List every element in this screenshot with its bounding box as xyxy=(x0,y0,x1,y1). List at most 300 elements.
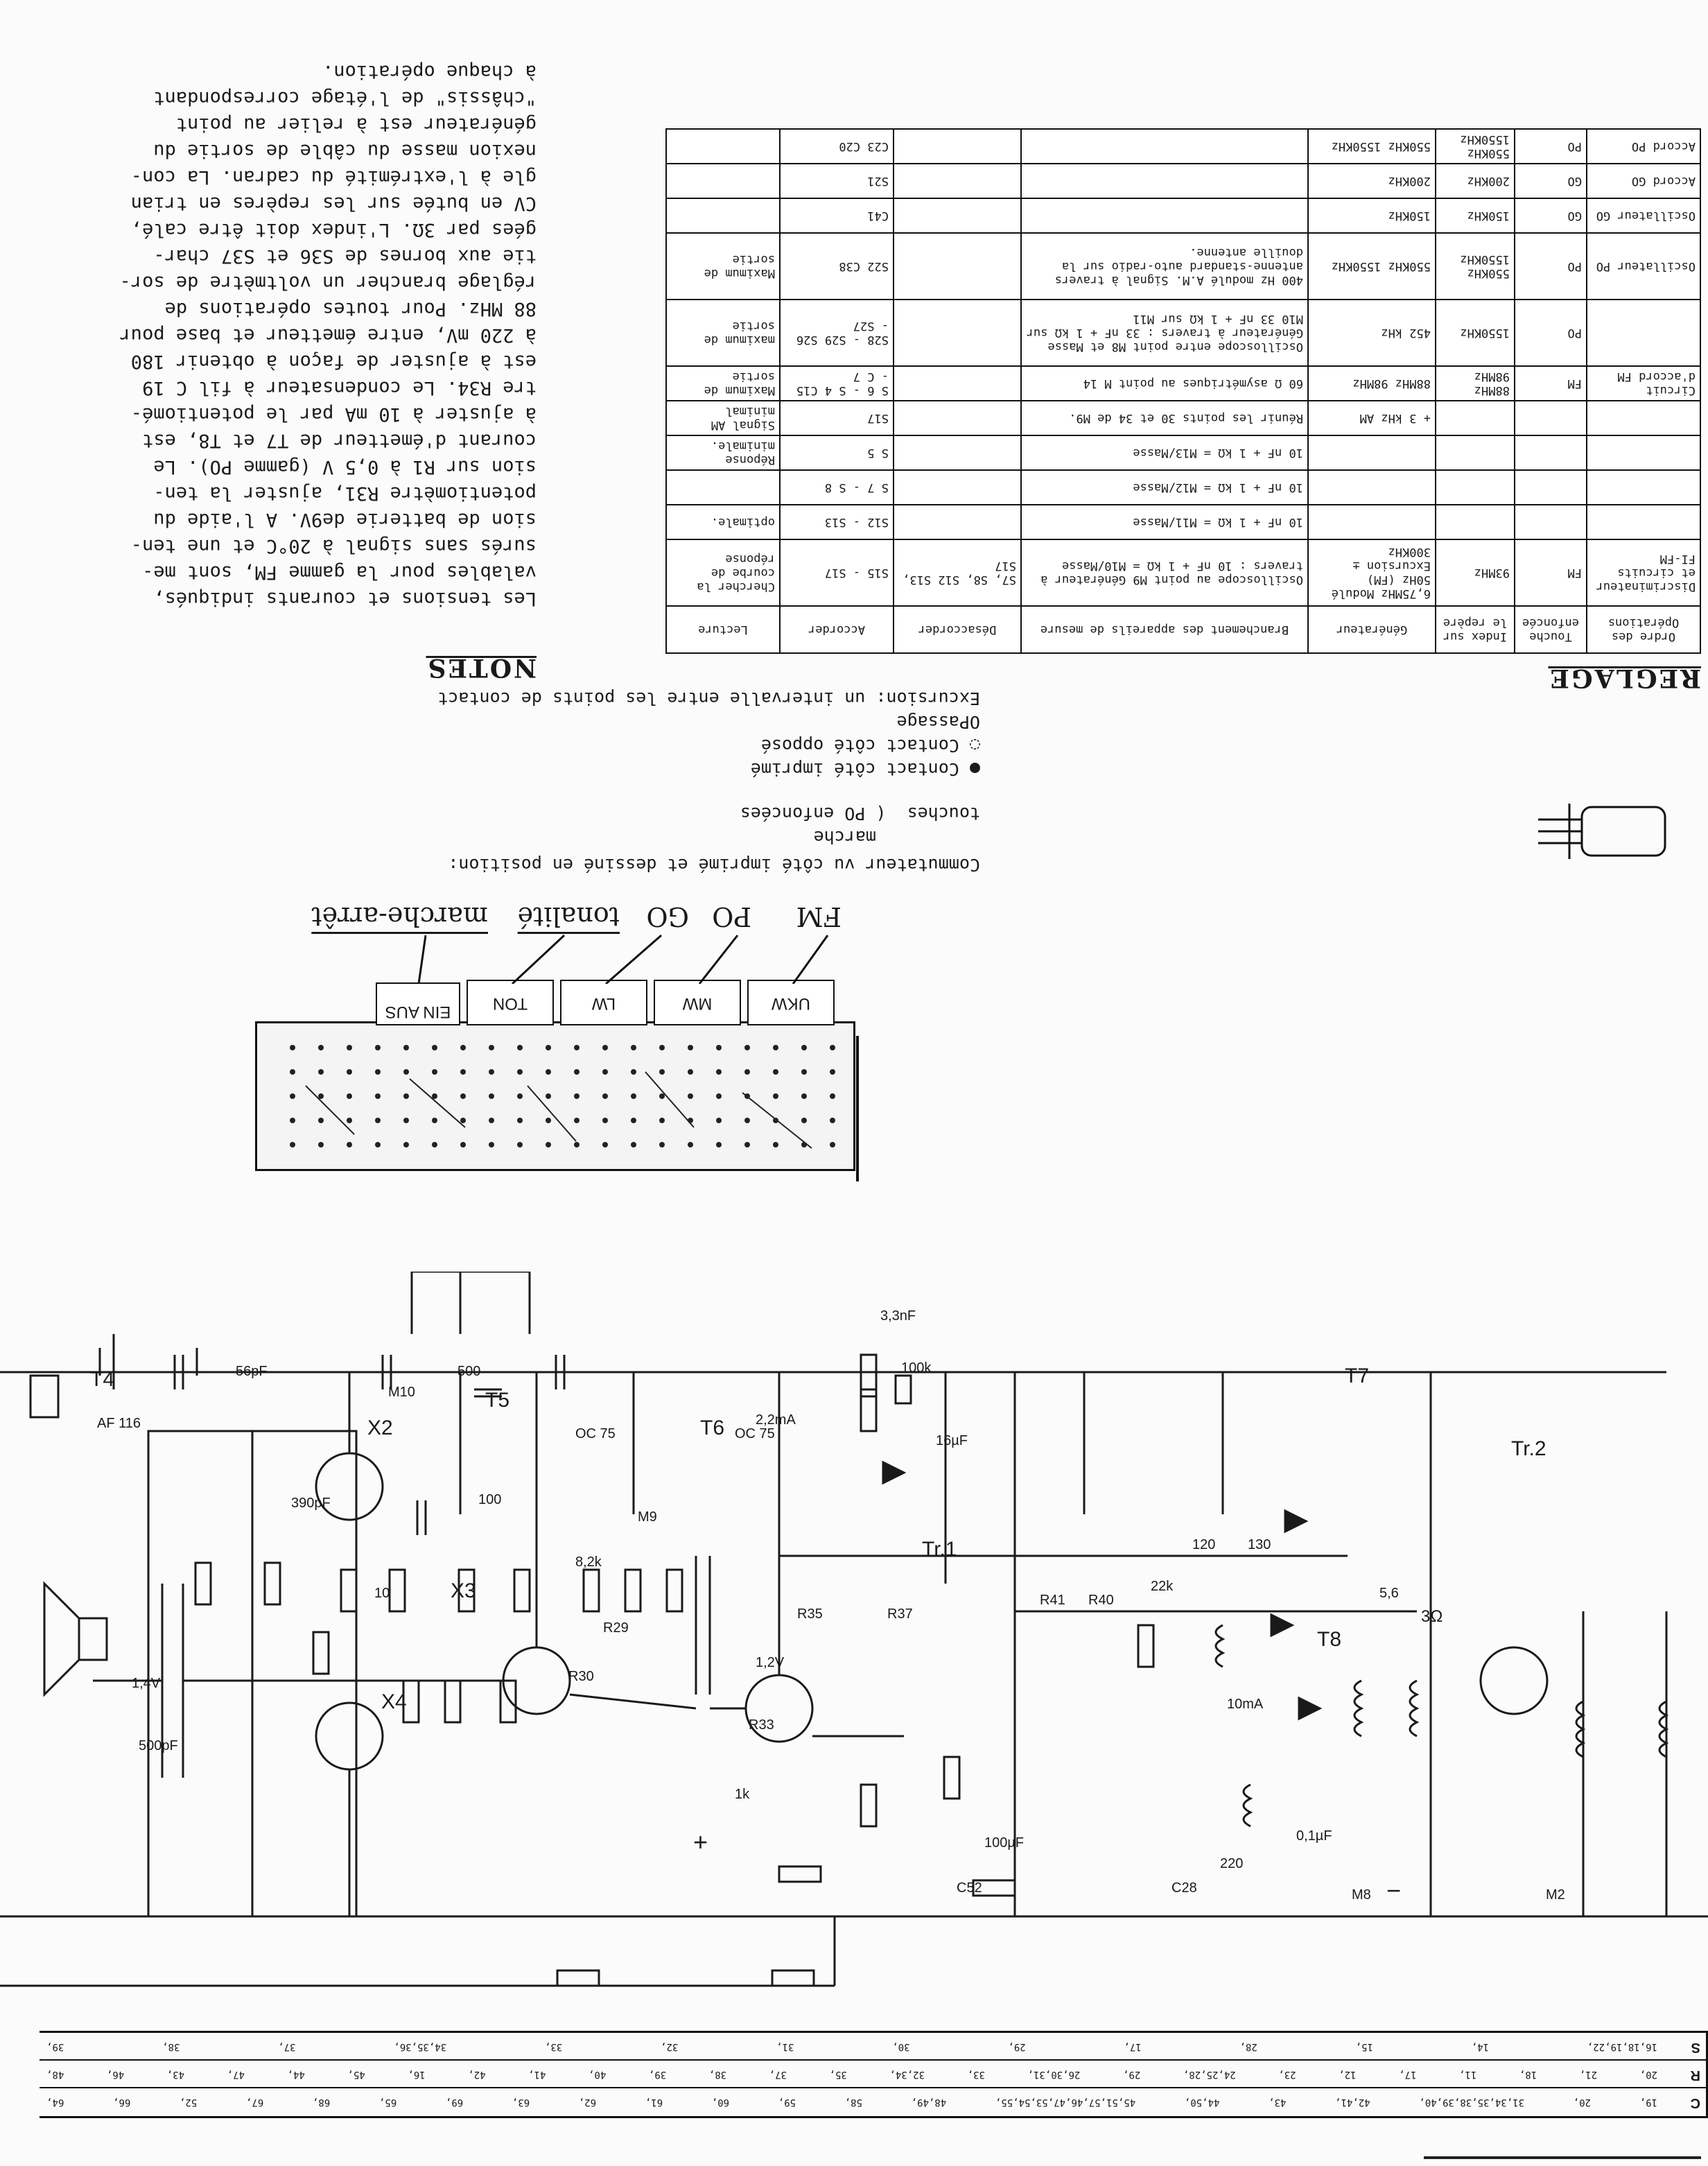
legend-marche: marche xyxy=(813,827,876,847)
plus-sign: + xyxy=(693,1828,708,1856)
ruler-value: 43, xyxy=(1269,2097,1287,2108)
table-cell-desacc xyxy=(894,366,1021,401)
ruler-value: 66, xyxy=(113,2097,131,2108)
contact-dot xyxy=(403,1069,409,1075)
ruler-value: 64, xyxy=(46,2097,64,2108)
label-fm: FM xyxy=(796,901,842,932)
table-cell-index: 150KHz xyxy=(1436,198,1515,233)
component-label: OC 75 xyxy=(735,1426,775,1441)
table-cell-touche: PO xyxy=(1515,233,1587,300)
table-cell-lecture xyxy=(666,129,780,164)
table-cell-branch: 10 nF + 1 kΩ = M13/Masse xyxy=(1021,435,1308,470)
value-label: 3Ω xyxy=(1421,1607,1443,1626)
legend-contact-oppose: Contact côté opposé xyxy=(760,736,959,756)
value-label: 120 xyxy=(1192,1537,1216,1552)
contact-dot xyxy=(574,1093,580,1099)
table-cell-op xyxy=(1587,435,1700,470)
value-label: 1,2V xyxy=(756,1655,785,1670)
contact-dot xyxy=(460,1093,466,1099)
table-cell-touche: PO xyxy=(1515,300,1587,366)
contact-dot xyxy=(290,1069,295,1075)
contact-dot xyxy=(574,1118,580,1123)
switch-button-mw[interactable] xyxy=(654,980,741,1025)
contact-dot xyxy=(517,1093,523,1099)
ruler-value: 34,35,36, xyxy=(394,2041,447,2052)
notes-body xyxy=(120,58,537,612)
legend-contact-imprime: Contact côté imprimé xyxy=(750,759,959,779)
contact-dot xyxy=(347,1093,352,1099)
table-header-row xyxy=(666,606,1700,653)
table-cell-lecture xyxy=(666,470,780,505)
table-cell-lecture xyxy=(666,198,780,233)
reglage-title: REGLAGE xyxy=(1548,664,1701,693)
label-marche-arret: marche-arrêt xyxy=(311,901,488,932)
value-label: 130 xyxy=(1248,1537,1271,1552)
contact-dot xyxy=(659,1142,665,1147)
table-cell-desacc xyxy=(894,129,1021,164)
col-header: Lecture xyxy=(666,606,780,653)
ruler-value: 47, xyxy=(227,2069,245,2080)
contact-dot xyxy=(631,1069,636,1075)
table-row xyxy=(666,198,1700,233)
transistor-label: T8 xyxy=(1317,1628,1342,1651)
value-label: 16µF xyxy=(936,1433,968,1448)
notes-line: à chaque opération. xyxy=(322,61,537,83)
terminal-label: M2 xyxy=(1546,1887,1565,1903)
contact-dot xyxy=(631,1045,636,1050)
contact-dot xyxy=(688,1093,693,1099)
open-circle-icon: O xyxy=(969,712,980,732)
component-label: C28 xyxy=(1171,1880,1197,1896)
ruler-value: 42, xyxy=(468,2069,486,2080)
filled-dot-icon: ● xyxy=(969,759,980,779)
value-label: 220 xyxy=(1220,1856,1244,1871)
col-header: Branchement des appareils de mesure xyxy=(1021,606,1308,653)
notes-line: 88 MHz. Pour toutes opérations de xyxy=(164,298,537,320)
contact-dot xyxy=(375,1093,381,1099)
transistor-label: X3 xyxy=(451,1579,476,1602)
notes-line: "châssis" de l'étage correspondant xyxy=(153,87,537,109)
table-cell-desacc xyxy=(894,300,1021,366)
table-cell-branch xyxy=(1021,198,1308,233)
contact-dot xyxy=(432,1045,437,1050)
switch-leader-lines xyxy=(356,928,842,984)
value-label: 1k xyxy=(735,1787,750,1802)
contact-dot xyxy=(659,1118,665,1123)
ruler-value: 31,34,35,38,39,40, xyxy=(1419,2097,1525,2108)
table-cell-acc: S 7 - S 8 xyxy=(780,470,894,505)
table-cell-touche: PO xyxy=(1515,129,1587,164)
value-label: 100 xyxy=(478,1492,502,1507)
table-cell-branch: Réunir les points 30 et 34 de M9. xyxy=(1021,401,1308,435)
contact-dot xyxy=(574,1045,580,1050)
ruler-value: 40, xyxy=(589,2069,607,2080)
ruler-value: 32,34, xyxy=(889,2069,925,2080)
reglage-table xyxy=(665,128,1701,654)
contact-dot xyxy=(602,1069,608,1075)
ruler-value: 28, xyxy=(1239,2041,1257,2052)
table-cell-lecture xyxy=(666,164,780,198)
contact-dot xyxy=(460,1118,466,1123)
contact-dot xyxy=(403,1093,409,1099)
contact-dot xyxy=(716,1093,722,1099)
table-cell-index xyxy=(1436,401,1515,435)
notes-line: tre R34. Le condensateur à fil C 19 xyxy=(142,377,537,399)
ruler-value: 45,51,57,46,47,53,54,55, xyxy=(995,2097,1136,2108)
button-label: EIN AUS xyxy=(385,1003,451,1021)
label-go: GO xyxy=(646,901,689,932)
col-header: Générateur xyxy=(1308,606,1436,653)
ruler-value: 48,49, xyxy=(911,2097,947,2108)
ruler-row-c xyxy=(40,2087,1706,2116)
contact-dot xyxy=(659,1093,665,1099)
contact-dot xyxy=(460,1142,466,1147)
contact-dot xyxy=(290,1118,295,1123)
ruler-value: 60, xyxy=(711,2097,730,2108)
ruler-value: 16,18,19,22, xyxy=(1587,2041,1657,2052)
value-label: 5,6 xyxy=(1379,1586,1399,1601)
ruler-value: 65, xyxy=(378,2097,397,2108)
contact-dot xyxy=(517,1045,523,1050)
label-po: PO xyxy=(712,901,751,932)
table-row xyxy=(666,300,1700,366)
switch-button-ukw[interactable] xyxy=(747,980,835,1025)
contact-dot xyxy=(744,1118,750,1123)
transistor-label: T4 xyxy=(90,1368,115,1391)
contact-dot xyxy=(432,1069,437,1075)
table-cell-branch: 10 nF + 1 kΩ = M12/Masse xyxy=(1021,470,1308,505)
contact-dot xyxy=(460,1045,466,1050)
transistor-label: T6 xyxy=(700,1416,725,1439)
ruler-value: 33, xyxy=(545,2041,563,2052)
table-cell-op xyxy=(1587,505,1700,539)
table-cell-lecture: Réponse minimale. xyxy=(666,435,780,470)
ruler-value: 39, xyxy=(648,2069,667,2080)
contact-dot xyxy=(489,1069,494,1075)
dotted-circle-icon: ◌ xyxy=(969,736,980,756)
table-cell-acc: S 5 xyxy=(780,435,894,470)
button-label: TON xyxy=(492,994,528,1013)
contact-dot xyxy=(773,1045,778,1050)
ruler-value: 33, xyxy=(967,2069,985,2080)
table-cell-gen: 200KHz xyxy=(1308,164,1436,198)
ruler-value: 39, xyxy=(46,2041,64,2052)
notes-line: sion de batterie de9V. A l'aide du xyxy=(153,509,537,530)
contact-dot xyxy=(347,1142,352,1147)
ruler-value: 29, xyxy=(1123,2069,1141,2080)
notes-block xyxy=(120,58,537,682)
ruler-value: 38, xyxy=(162,2041,180,2052)
contact-dot xyxy=(318,1118,324,1123)
ruler-value: 16, xyxy=(408,2069,426,2080)
notes-line: courant d'émetteur de T7 et T8, est xyxy=(142,430,537,451)
contact-dot xyxy=(318,1142,324,1147)
notes-line: réglage brancher un voltmètre de sor- xyxy=(119,272,537,293)
legend-touches: touches xyxy=(907,804,980,824)
table-cell-touche: FM xyxy=(1515,539,1587,606)
ruler-row-values xyxy=(46,2069,1657,2080)
contact-dot xyxy=(403,1142,409,1147)
table-cell-desacc xyxy=(894,505,1021,539)
table-row xyxy=(666,470,1700,505)
table-cell-op xyxy=(1587,300,1700,366)
switch-button-ein-aus[interactable] xyxy=(376,982,460,1025)
contact-dot xyxy=(432,1142,437,1147)
contact-dot xyxy=(631,1142,636,1147)
switch-button-lw[interactable] xyxy=(560,980,647,1025)
table-cell-desacc xyxy=(894,198,1021,233)
contact-dot xyxy=(546,1118,551,1123)
col-header: Index sur le repère xyxy=(1436,606,1515,653)
notes-line: gées par 3Ω. L'index doit être calé, xyxy=(130,219,537,241)
transistor-label: X4 xyxy=(381,1690,407,1713)
contact-dot xyxy=(773,1142,778,1147)
contact-dot xyxy=(801,1093,807,1099)
value-label: 100µF xyxy=(984,1835,1025,1851)
table-cell-acc: S12 - S13 xyxy=(780,505,894,539)
terminal-label: M9 xyxy=(638,1509,657,1525)
component-label: R35 xyxy=(797,1606,823,1622)
contact-dot xyxy=(489,1093,494,1099)
notes-line: est à ajuster de façon à obtenir 180 xyxy=(130,351,537,372)
table-cell-lecture: optimale. xyxy=(666,505,780,539)
ruler-value: 45, xyxy=(347,2069,365,2080)
component-label: R29 xyxy=(603,1620,629,1636)
table-cell-index xyxy=(1436,505,1515,539)
notes-line: gle à l'extrémité du cadran. La con- xyxy=(130,166,537,188)
table-cell-acc: C23 C20 xyxy=(780,129,894,164)
ruler-value: 69, xyxy=(445,2097,464,2108)
table-cell-touche xyxy=(1515,505,1587,539)
component-label: C52 xyxy=(957,1880,982,1896)
ruler-value: 15, xyxy=(1355,2041,1373,2052)
contact-dot xyxy=(347,1118,352,1123)
ruler-value: 26,30,31, xyxy=(1027,2069,1081,2080)
table-cell-acc: S28 - S29 S26 - S27 xyxy=(780,300,894,366)
button-label: MW xyxy=(682,994,713,1013)
ruler-value: 17, xyxy=(1124,2041,1142,2052)
table-cell-touche xyxy=(1515,401,1587,435)
table-cell-touche xyxy=(1515,470,1587,505)
notes-title: NOTES xyxy=(426,653,537,682)
legend-passage: Passage xyxy=(896,712,970,732)
table-cell-index xyxy=(1436,435,1515,470)
value-label: 8,2k xyxy=(575,1554,602,1570)
contact-dot xyxy=(290,1142,295,1147)
table-cell-gen: 452 kHz xyxy=(1308,300,1436,366)
table-cell-branch: Oscilloscope entre point M8 et Masse Générateur à travers : 33 nF + 1 kΩ sur M10 33 nF + 1 kΩ sur M11 xyxy=(1021,300,1308,366)
ruler-value: 31, xyxy=(776,2041,794,2052)
ruler-row-values xyxy=(46,2097,1657,2108)
table-cell-gen: 150KHz xyxy=(1308,198,1436,233)
contact-dot xyxy=(460,1069,466,1075)
table-cell-gen xyxy=(1308,505,1436,539)
table-cell-gen: 550KHz 1550KHz xyxy=(1308,233,1436,300)
component-label: R40 xyxy=(1088,1593,1114,1608)
value-label: 500pF xyxy=(139,1738,178,1753)
transformer-label: Tr.1 xyxy=(922,1538,957,1561)
contact-dot xyxy=(688,1142,693,1147)
table-cell-op: Circuit d'accord FM xyxy=(1587,366,1700,401)
minus-sign: − xyxy=(1386,1876,1402,1905)
table-cell-index: 93MHz xyxy=(1436,539,1515,606)
table-cell-index xyxy=(1436,470,1515,505)
ruler-value: 37, xyxy=(769,2069,787,2080)
component-label: AF 116 xyxy=(97,1416,141,1431)
ruler-value: 63, xyxy=(512,2097,530,2108)
contact-dot xyxy=(744,1069,750,1075)
table-cell-desacc xyxy=(894,470,1021,505)
contact-dot xyxy=(574,1142,580,1147)
ruler-value: 20, xyxy=(1639,2069,1657,2080)
component-index-ruler xyxy=(40,2031,1708,2118)
table-row xyxy=(666,164,1700,198)
contact-dot xyxy=(773,1093,778,1099)
component-label: R33 xyxy=(749,1717,774,1733)
contact-dot xyxy=(318,1069,324,1075)
contact-dot xyxy=(489,1118,494,1123)
component-label: OC 75 xyxy=(575,1426,616,1441)
table-cell-acc: C41 xyxy=(780,198,894,233)
table-row xyxy=(666,505,1700,539)
contact-dot xyxy=(375,1142,381,1147)
contact-dot xyxy=(631,1118,636,1123)
ruler-value: 43, xyxy=(166,2069,185,2080)
table-cell-branch: Oscilloscope au point M9 Générateur à travers : 10 nF + 1 kΩ = M10/Masse xyxy=(1021,539,1308,606)
contact-dot xyxy=(659,1045,665,1050)
value-label: 0,1µF xyxy=(1296,1828,1332,1844)
ruler-value: 46, xyxy=(106,2069,125,2080)
table-cell-acc: S15 - S17 xyxy=(780,539,894,606)
contact-dot xyxy=(403,1118,409,1123)
table-cell-op: Discriminateur et circuits FI-FM xyxy=(1587,539,1700,606)
ruler-value: 21, xyxy=(1579,2069,1598,2080)
contact-dot xyxy=(318,1045,324,1050)
button-label: UKW xyxy=(772,994,810,1013)
contact-dot xyxy=(546,1045,551,1050)
contact-dot xyxy=(432,1118,437,1123)
contact-dot xyxy=(546,1093,551,1099)
value-label: 1,4V xyxy=(132,1676,161,1691)
legend-po: PO enfoncées xyxy=(740,804,866,824)
contact-dot xyxy=(688,1045,693,1050)
contact-dot xyxy=(347,1069,352,1075)
terminal-label: M8 xyxy=(1352,1887,1371,1903)
contact-dot xyxy=(830,1069,835,1075)
contact-dot xyxy=(546,1069,551,1075)
contact-dot xyxy=(801,1118,807,1123)
contact-dot xyxy=(375,1045,381,1050)
table-cell-lecture: Chercher la courbe de réponse xyxy=(666,539,780,606)
notes-line: tie aux bornes de S36 et S37 char- xyxy=(153,245,537,267)
value-label: 500 xyxy=(458,1364,481,1379)
table-cell-touche xyxy=(1515,435,1587,470)
label-tonalite: tonalité xyxy=(517,901,620,932)
col-header: Touche enfoncée xyxy=(1515,606,1587,653)
terminal-label: M10 xyxy=(388,1385,415,1400)
notes-line: potentiomètre R31, ajuster la ten- xyxy=(153,483,537,504)
notes-line: surés sans signal à 20°C et une ten- xyxy=(130,535,537,557)
component-label: R37 xyxy=(887,1606,913,1622)
value-label: 3,3nF xyxy=(880,1308,916,1324)
table-cell-op xyxy=(1587,470,1700,505)
contact-dot xyxy=(830,1045,835,1050)
ruler-row-r xyxy=(40,2059,1706,2088)
col-header: Désaccorder xyxy=(894,606,1021,653)
contact-dot xyxy=(403,1045,409,1050)
table-cell-branch xyxy=(1021,129,1308,164)
notes-line: nexion masse du câble de sortie du xyxy=(153,140,537,162)
contact-dot xyxy=(631,1093,636,1099)
ruler-row-values xyxy=(46,2041,1657,2052)
value-label: 390pF xyxy=(291,1496,331,1511)
ruler-value: 20, xyxy=(1573,2097,1592,2108)
contact-dot xyxy=(375,1069,381,1075)
ruler-value: 37, xyxy=(278,2041,296,2052)
transformer-label: Tr.2 xyxy=(1511,1437,1546,1460)
table-cell-lecture: Maximum de sortie xyxy=(666,233,780,300)
ruler-value: 68, xyxy=(312,2097,331,2108)
legend-title: Commutateur vu côté imprimé et dessiné en position: xyxy=(448,855,980,875)
ruler-value: 11, xyxy=(1459,2069,1477,2080)
contact-dot xyxy=(602,1142,608,1147)
table-cell-touche: GO xyxy=(1515,164,1587,198)
transistor-outline-icon xyxy=(1535,800,1666,863)
contact-dot xyxy=(744,1045,750,1050)
value-label: 10mA xyxy=(1227,1697,1264,1712)
contact-dot xyxy=(716,1118,722,1123)
table-cell-desacc xyxy=(894,435,1021,470)
value-label: 100k xyxy=(901,1360,932,1376)
contact-dot xyxy=(744,1142,750,1147)
notes-line: CV en butée sur les repères en trian xyxy=(130,193,537,214)
table-row xyxy=(666,129,1700,164)
ruler-row-label: S xyxy=(1691,2040,1700,2055)
ruler-value: 17, xyxy=(1399,2069,1417,2080)
contact-dot xyxy=(688,1069,693,1075)
table-cell-acc: S17 xyxy=(780,401,894,435)
value-label: 22k xyxy=(1151,1579,1174,1594)
table-cell-desacc: S7, S8, S12 S13, S17 xyxy=(894,539,1021,606)
contact-dot xyxy=(801,1069,807,1075)
transistor-label: X2 xyxy=(367,1416,393,1439)
contact-dot xyxy=(773,1069,778,1075)
table-cell-gen: 6,75MHz Modulé 50Hz (FM) Excursion ± 300KHz xyxy=(1308,539,1436,606)
contact-dot xyxy=(489,1045,494,1050)
legend-excursion: Excursion: un intervalle entre les points de contact xyxy=(437,688,980,709)
table-cell-lecture: maximum de sortie xyxy=(666,300,780,366)
ruler-value: 44,50, xyxy=(1184,2097,1220,2108)
table-row xyxy=(666,366,1700,401)
ruler-value: 14, xyxy=(1471,2041,1490,2052)
switch-button-ton[interactable] xyxy=(467,980,554,1025)
contact-dot xyxy=(716,1142,722,1147)
contact-dot xyxy=(801,1045,807,1050)
ruler-value: 67, xyxy=(245,2097,264,2108)
table-cell-acc: S 6 - S 4 C15 - C 7 xyxy=(780,366,894,401)
ruler-value: 44, xyxy=(287,2069,305,2080)
table-cell-index: 550KHz 1550KHz xyxy=(1436,129,1515,164)
contact-dot xyxy=(347,1045,352,1050)
ruler-value: 42,41, xyxy=(1335,2097,1370,2108)
ruler-value: 18, xyxy=(1519,2069,1537,2080)
table-cell-index: 550KHz 1550KHz xyxy=(1436,233,1515,300)
component-label: R41 xyxy=(1040,1593,1065,1608)
table-cell-op xyxy=(1587,401,1700,435)
table-cell-index: 88MHz 98MHz xyxy=(1436,366,1515,401)
col-header: Accorder xyxy=(780,606,894,653)
ruler-value: 35, xyxy=(829,2069,847,2080)
